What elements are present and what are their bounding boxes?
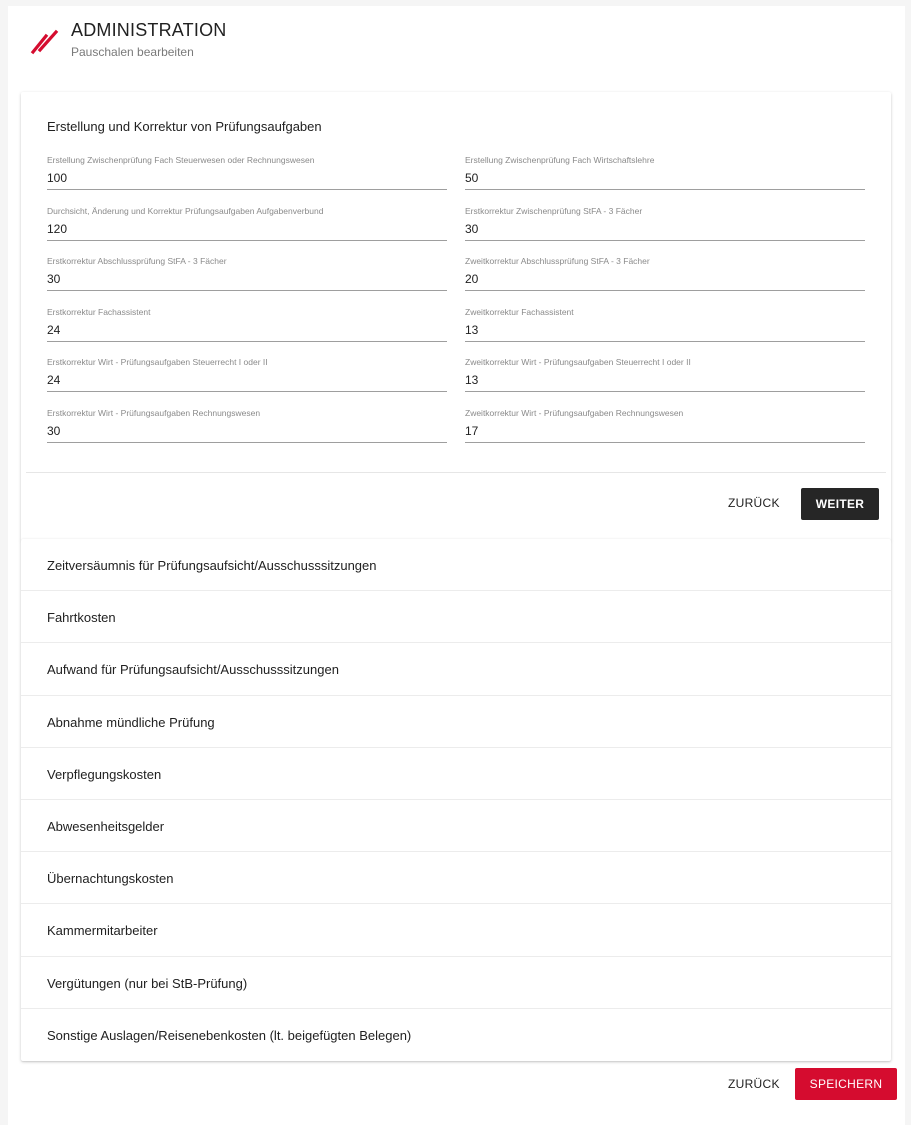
page-title: ADMINISTRATION <box>71 20 227 40</box>
step-title: Erstellung und Korrektur von Prüfungsaufgaben <box>47 119 322 134</box>
accordion-item-label: Verpflegungskosten <box>47 766 162 782</box>
accordion-item-verguetungen[interactable] <box>21 957 891 1009</box>
number-input[interactable] <box>465 166 865 190</box>
number-input[interactable] <box>47 217 447 241</box>
number-input[interactable] <box>465 267 865 291</box>
field-durchsicht-aufgabenverbund <box>47 206 447 250</box>
accordion-item-label: Sonstige Auslagen/Reisenebenkosten (lt. beigefügten Belegen) <box>47 1027 412 1043</box>
accordion-item-label: Abwesenheitsgelder <box>47 818 165 834</box>
field-erstkorrektur-fachassistent <box>47 307 447 351</box>
accordion-item-label: Kammermitarbeiter <box>47 923 158 939</box>
number-input[interactable] <box>47 419 447 443</box>
next-button[interactable]: WEITER <box>801 488 879 520</box>
field-label: Zweitkorrektur Wirt - Prüfungsaufgaben Rechnungswesen <box>465 408 684 418</box>
accordion-item-abwesenheitsgelder[interactable] <box>21 800 891 852</box>
field-label: Erstellung Zwischenprüfung Fach Steuerwesen oder Rechnungswesen <box>47 155 315 165</box>
field-zweitkorrektur-fachassistent <box>465 307 865 351</box>
page <box>8 6 905 1125</box>
number-input[interactable] <box>47 368 447 392</box>
field-label: Zweitkorrektur Wirt - Prüfungsaufgaben Steuerrecht I oder II <box>465 357 691 367</box>
field-zweitkorrektur-wirt-rechnungswesen <box>465 408 865 452</box>
back-button[interactable]: ZURÜCK <box>728 1077 780 1091</box>
field-label: Erstkorrektur Zwischenprüfung StFA - 3 Fächer <box>465 206 643 216</box>
accordion-item-verpflegungskosten[interactable] <box>21 748 891 800</box>
accordion-item-label: Abnahme mündliche Prüfung <box>47 714 215 730</box>
accordion-item-kammermitarbeiter[interactable] <box>21 904 891 956</box>
number-input[interactable] <box>47 166 447 190</box>
field-label: Erstkorrektur Fachassistent <box>47 307 151 317</box>
save-button[interactable]: SPEICHERN <box>795 1068 897 1100</box>
accordion-item-uebernachtungskosten[interactable] <box>21 852 891 904</box>
field-erstkorrektur-wirt-rechnungswesen <box>47 408 447 452</box>
accordion-item-label: Fahrtkosten <box>47 610 116 626</box>
step-back-button[interactable]: ZURÜCK <box>728 496 780 510</box>
accordion-item-label: Zeitversäumnis für Prüfungsaufsicht/Ausschusssitzungen <box>47 558 377 573</box>
field-label: Erstkorrektur Wirt - Prüfungsaufgaben Rechnungswesen <box>47 408 261 418</box>
field-label: Erstkorrektur Wirt - Prüfungsaufgaben Steuerrecht I oder II <box>47 357 268 367</box>
field-erstkorrektur-ap-stfa <box>47 256 447 300</box>
accordion-item-zeitversaeumnis[interactable] <box>21 539 891 591</box>
divider <box>26 472 886 473</box>
accordion-item-sonstige-auslagen[interactable] <box>21 1009 891 1061</box>
number-input[interactable] <box>465 368 865 392</box>
accordion-item-aufwand[interactable] <box>21 643 891 695</box>
number-input[interactable] <box>47 267 447 291</box>
stepper-card <box>21 92 891 541</box>
field-label: Zweitkorrektur Abschlussprüfung StFA - 3 Fächer <box>465 256 650 266</box>
number-input[interactable] <box>465 419 865 443</box>
app-header <box>8 6 905 86</box>
number-input[interactable] <box>47 318 447 342</box>
field-label: Zweitkorrektur Fachassistent <box>465 307 574 317</box>
field-erstkorrektur-wirt-steuerrecht <box>47 357 447 401</box>
double-slash-logo-icon <box>30 23 60 55</box>
number-input[interactable] <box>465 217 865 241</box>
field-zweitkorrektur-wirt-steuerrecht <box>465 357 865 401</box>
accordion-item-label: Übernachtungskosten <box>47 871 174 887</box>
page-subtitle: Pauschalen bearbeiten <box>71 45 194 59</box>
field-erstellung-zp-wirtschaftslehre <box>465 155 865 199</box>
accordion-item-label: Aufwand für Prüfungsaufsicht/Ausschusssitzungen <box>47 662 339 678</box>
accordion-item-fahrtkosten[interactable] <box>21 591 891 643</box>
accordion-item-label: Vergütungen (nur bei StB-Prüfung) <box>47 975 248 991</box>
field-zweitkorrektur-ap-stfa <box>465 256 865 300</box>
field-erstellung-zp-steuerwesen <box>47 155 447 199</box>
field-label: Durchsicht, Änderung und Korrektur Prüfungsaufgaben Aufgabenverbund <box>47 206 324 216</box>
field-label: Erstellung Zwischenprüfung Fach Wirtschaftslehre <box>465 155 655 165</box>
section-accordion <box>21 539 891 1061</box>
field-erstkorrektur-zp-stfa <box>465 206 865 250</box>
number-input[interactable] <box>465 318 865 342</box>
accordion-item-muendliche-pruefung[interactable] <box>21 696 891 748</box>
field-label: Erstkorrektur Abschlussprüfung StFA - 3 Fächer <box>47 256 227 266</box>
